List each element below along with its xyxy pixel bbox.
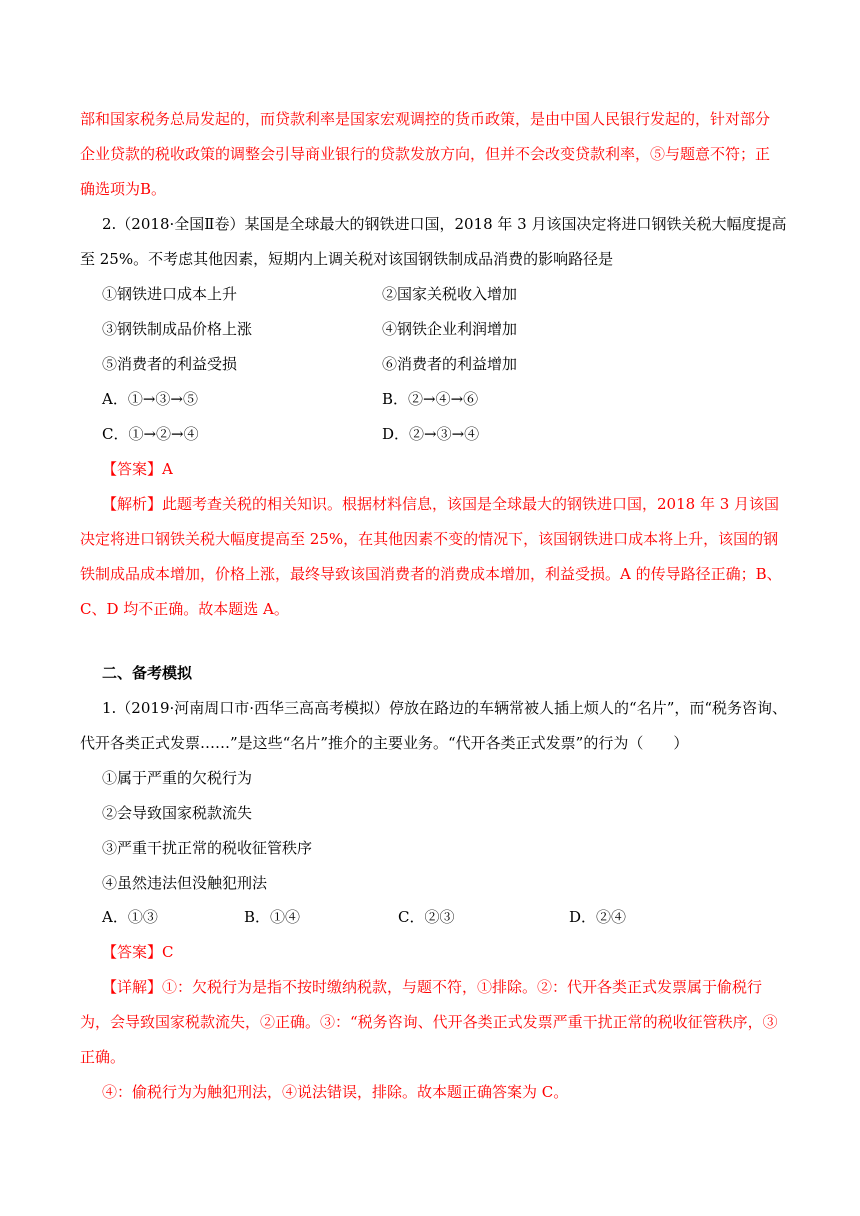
q1-stem-line-1: 1.（2019·河南周口市·西华三高高考模拟）停放在路边的车辆常被人插上烦人的“名片”，而“税务咨询、 — [102, 699, 788, 717]
q2-analysis-line-2: 决定将进口钢铁关税大幅度提高至 25%，在其他因素不变的情况下，该国钢铁进口成本将上升，该国的钢 — [80, 530, 779, 548]
q1-item-2: ②会导致国家税款流失 — [102, 804, 253, 822]
q2-item-1: ①钢铁进口成本上升 — [102, 285, 238, 303]
prev-explanation-line-1: 部和国家税务总局发起的，而贷款利率是国家宏观调控的货币政策，是由中国人民银行发起的，针对部分 — [80, 110, 771, 128]
q1-item-3: ③严重干扰正常的税收征管秩序 — [102, 839, 313, 857]
q1-answer: 【答案】C — [102, 943, 174, 961]
q1-option-c: C．②③ — [398, 908, 455, 926]
prev-explanation-line-2: 企业贷款的税收政策的调整会引导商业银行的贷款发放方向，但并不会改变贷款利率，⑤与题意不符；正 — [80, 145, 771, 163]
q1-item-4: ④虽然违法但没触犯刑法 — [102, 874, 268, 892]
q2-item-3: ③钢铁制成品价格上涨 — [102, 320, 253, 338]
q2-analysis-line-3: 铁制成品成本增加，价格上涨，最终导致该国消费者的消费成本增加，利益受损。A 的传导路径正确；B、 — [80, 565, 782, 583]
q2-option-a: A．①→③→⑤ — [102, 390, 198, 408]
q1-detail-line-2: 为，会导致国家税款流失，②正确。③：“税务咨询、代开各类正式发票严重干扰正常的税收征管秩序，③ — [80, 1013, 778, 1031]
q2-item-4: ④钢铁企业利润增加 — [382, 320, 518, 338]
q1-option-a: A．①③ — [102, 908, 158, 926]
section-heading: 二、备考模拟 — [102, 664, 193, 682]
q2-option-b: B．②→④→⑥ — [382, 390, 479, 408]
q2-analysis-line-1: 【解析】此题考查关税的相关知识。根据材料信息，该国是全球最大的钢铁进口国，2018 年 3 月该国 — [102, 495, 780, 513]
q1-item-1: ①属于严重的欠税行为 — [102, 769, 253, 787]
q1-detail-line-1: 【详解】①：欠税行为是指不按时缴纳税款，与题不符，①排除。②：代开各类正式发票属于偷税行 — [102, 978, 763, 996]
q2-answer: 【答案】A — [102, 460, 173, 478]
q2-item-5: ⑤消费者的利益受损 — [102, 355, 238, 373]
q1-detail-line-4: ④：偷税行为为触犯刑法，④说法错误，排除。故本题正确答案为 C。 — [102, 1083, 569, 1101]
q2-stem-line-1: 2.（2018·全国Ⅱ卷）某国是全球最大的钢铁进口国，2018 年 3 月该国决定将进口钢铁关税大幅度提高 — [102, 215, 787, 233]
q1-detail-line-3: 正确。 — [80, 1048, 126, 1066]
q1-stem-line-2: 代开各类正式发票……”是这些“名片”推介的主要业务。“代开各类正式发票”的行为（ ） — [80, 734, 689, 752]
q2-analysis-line-4: C、D 均不正确。故本题选 A。 — [80, 600, 289, 618]
q2-item-6: ⑥消费者的利益增加 — [382, 355, 518, 373]
q2-stem-line-2: 至 25%。不考虑其他因素，短期内上调关税对该国钢铁制成品消费的影响路径是 — [80, 250, 614, 268]
q2-item-2: ②国家关税收入增加 — [382, 285, 518, 303]
prev-explanation-line-3: 确选项为B。 — [80, 180, 167, 198]
q1-option-d: D．②④ — [569, 908, 627, 926]
q1-option-b: B．①④ — [244, 908, 301, 926]
q2-option-c: C．①→②→④ — [102, 425, 199, 443]
q2-option-d: D．②→③→④ — [382, 425, 480, 443]
